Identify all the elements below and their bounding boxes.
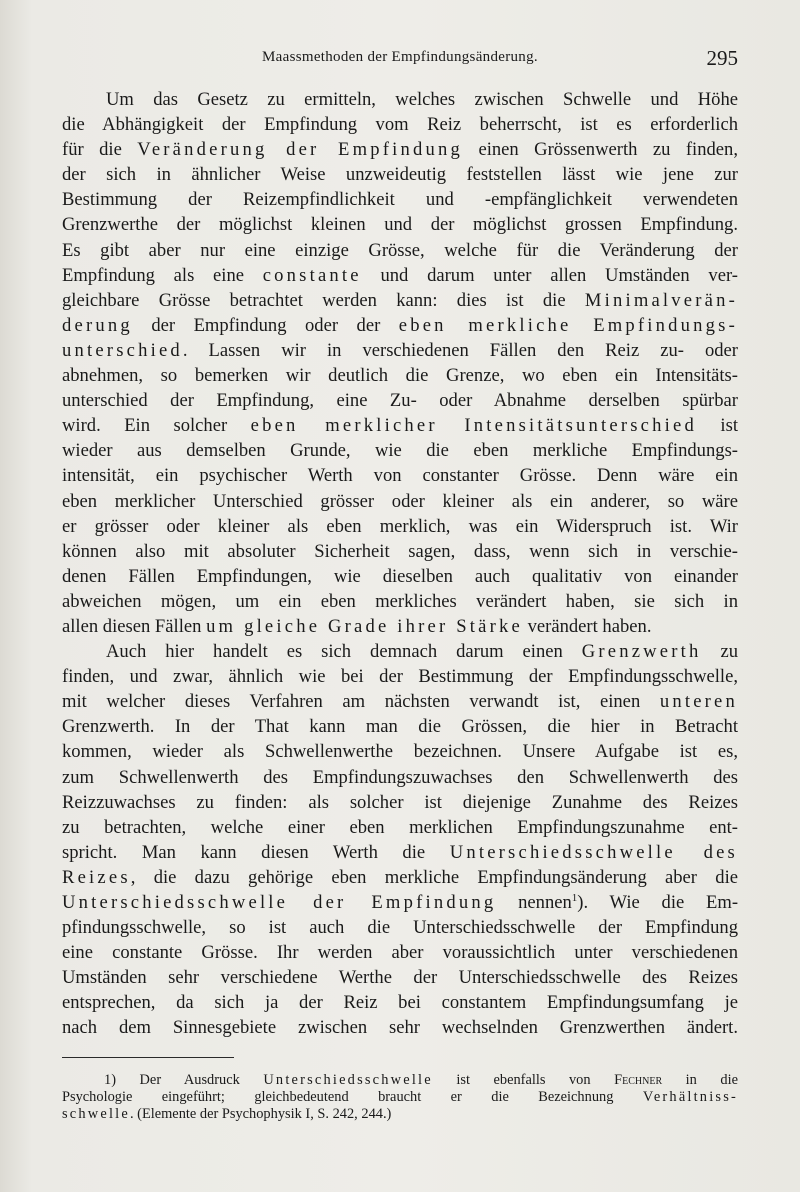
- text-line-35: eine constante Grösse. Ihr werden aber voraussichtlich unter verschiedenen: [62, 942, 738, 964]
- text-line-23: Auch hier handelt es sich demnach darum einen Grenzwerth zu: [106, 641, 739, 663]
- text-line-27: kommen, wieder als Schwellenwerthe bezeichnen. Unsere Aufgabe ist es,: [62, 741, 738, 763]
- text-line-4: der sich in ähnlicher Weise unzweideutig feststellen lässt wie jene zur: [62, 164, 738, 186]
- text-line-15: wieder aus demselben Grunde, wie die eben merkliche Empfindungs-: [62, 440, 738, 462]
- footnote-number: 1: [104, 1072, 112, 1088]
- text-line-19: können also mit absoluter Sicherheit sagen, dass, wenn sich in verschie-: [62, 540, 738, 562]
- footnote-line-1: 1) Der Ausdruck Unterschiedsschwelle ist ebenfalls von Fechner in die: [104, 1072, 738, 1088]
- spaced-emphasis: derung: [62, 314, 133, 336]
- spaced-emphasis: Unterschiedsschwelle: [263, 1072, 433, 1088]
- text-line-20: denen Fällen Empfindungen, wie dieselben auch qualitativ von einander: [62, 565, 738, 587]
- spaced-emphasis: unterschied: [62, 339, 183, 361]
- text-line-33: Unterschiedsschwelle der Empfindung nennen$^1$). Wie die Em-: [62, 891, 739, 913]
- text-line-8: Empfindung als eine constante und darum unter allen Umständen ver-: [62, 264, 738, 286]
- text-line-6: Grenzwerthe der möglichst kleinen und der möglichst grossen Empfindung.: [62, 214, 738, 236]
- page-number: 295: [706, 46, 738, 70]
- text-line-11: unterschied. Lassen wir in verschiedenen Fällen den Reiz zu- oder: [62, 339, 738, 361]
- text-line-31: spricht. Man kann diesen Werth die Unterschiedsschwelle des: [62, 841, 738, 863]
- spaced-emphasis: Unterschiedsschwelle der Empfindung: [62, 892, 497, 913]
- text-line-17: eben merklicher Unterschied grösser oder kleiner als ein anderer, so wäre: [62, 490, 738, 512]
- spaced-emphasis: Minimalverän-: [584, 289, 738, 311]
- text-line-29: Reizzuwachses zu finden: als solcher ist diejenige Zunahme des Reizes: [62, 791, 738, 813]
- text-line-5: Bestimmung der Reizempfindlichkeit und -empfänglichkeit verwendeten: [62, 189, 738, 211]
- text-line-34: pfindungsschwelle, so ist auch die Unterschiedsschwelle der Empfindung: [62, 917, 738, 939]
- spaced-emphasis: Verhältniss-: [642, 1089, 738, 1106]
- spaced-emphasis: Grenzwerth: [581, 641, 702, 663]
- text-line-36: Umständen sehr verschiedene Werthe der Unterschiedsschwelle des Reizes: [62, 967, 738, 989]
- text-line-10: derung der Empfindung oder der eben merkliche Empfindungs-: [62, 314, 738, 336]
- text-line-12: abnehmen, so bemerken wir deutlich die Grenze, wo eben ein Intensitäts-: [62, 365, 738, 387]
- text-line-1: Um das Gesetz zu ermitteln, welches zwischen Schwelle und Höhe: [106, 89, 738, 110]
- text-line-13: unterschied der Empfindung, eine Zu- oder Abnahme derselben spürbar: [62, 390, 738, 412]
- footnote-line-3: schwelle. (Elemente der Psychophysik I, S. 242, 244.): [62, 1106, 392, 1123]
- running-head: [62, 46, 738, 70]
- spaced-emphasis: Veränderung der Empfindung: [137, 139, 464, 161]
- footnote: [62, 1072, 738, 1124]
- text-line-2: die Abhängigkeit der Empfindung vom Reiz beherrscht, ist es erforderlich: [62, 114, 738, 136]
- text-line-14: wird. Ein solcher eben merklicher Intensitätsunterschied ist: [62, 415, 738, 437]
- text-line-7: Es gibt aber nur eine einzige Grösse, welche für die Veränderung der: [62, 239, 738, 261]
- text-line-24: finden, und zwar, ähnlich wie bei der Bestimmung der Empfindungsschwelle,: [62, 666, 738, 688]
- text-line-18: er grösser oder kleiner als eben merklich, was ein Widerspruch ist. Wir: [62, 515, 738, 537]
- spaced-emphasis: unteren: [659, 691, 738, 713]
- footnote-rule: [62, 1057, 234, 1058]
- text-line-3: für die Veränderung der Empfindung einen Grössenwerth zu finden,: [62, 139, 738, 161]
- text-line-26: Grenzwerth. In der That kann man die Grössen, die hier in Betracht: [62, 716, 738, 738]
- footnote-line-2: Psychologie eingeführt; gleichbedeutend braucht er die Bezeichnung Verhältniss-: [62, 1089, 738, 1106]
- spaced-emphasis: Unterschiedsschwelle des: [449, 841, 738, 863]
- body-text: [62, 87, 738, 1041]
- text-line-38: nach dem Sinnesgebiete zwischen sehr wechselnden Grenzwerthen ändert.: [62, 1017, 738, 1039]
- text-line-28: zum Schwellenwerth des Empfindungszuwachses den Schwellenwerth des: [62, 766, 738, 788]
- running-title: Maassmethoden der Empfindungsänderung.: [262, 49, 538, 65]
- spaced-emphasis: schwelle: [62, 1106, 130, 1123]
- text-line-9: gleichbare Grösse betrachtet werden kann: dies ist die Minimalverän-: [62, 289, 738, 311]
- spaced-emphasis: Reizes: [62, 866, 131, 888]
- text-line-37: entsprechen, da sich ja der Reiz bei constantem Empfindungsumfang je: [62, 992, 738, 1014]
- footnote-marker: 1: [571, 891, 578, 904]
- spaced-emphasis: eben merklicher Intensitätsunterschied: [250, 415, 697, 437]
- spaced-emphasis: constante: [262, 264, 362, 286]
- spaced-emphasis: eben merkliche Empfindungs-: [398, 314, 738, 336]
- author-name: Fechner: [614, 1072, 663, 1088]
- text-line-30: zu betrachten, welche einer eben merklichen Empfindungszunahme ent-: [62, 816, 738, 838]
- text-line-16: intensität, ein psychischer Werth von constanter Grösse. Denn wäre ein: [62, 465, 738, 487]
- spaced-emphasis: um gleiche Grade ihrer Stärke: [206, 615, 523, 637]
- text-line-32: Reizes, die dazu gehörige eben merkliche Empfindungsänderung aber die: [62, 866, 738, 888]
- text-line-21: abweichen mögen, um ein eben merkliches verändert haben, sie sich in: [62, 590, 738, 612]
- text-line-25: mit welcher dieses Verfahren am nächsten verwandt ist, einen unteren: [62, 691, 738, 713]
- text-line-22: allen diesen Fällen um gleiche Grade ihrer Stärke verändert haben.: [62, 615, 652, 637]
